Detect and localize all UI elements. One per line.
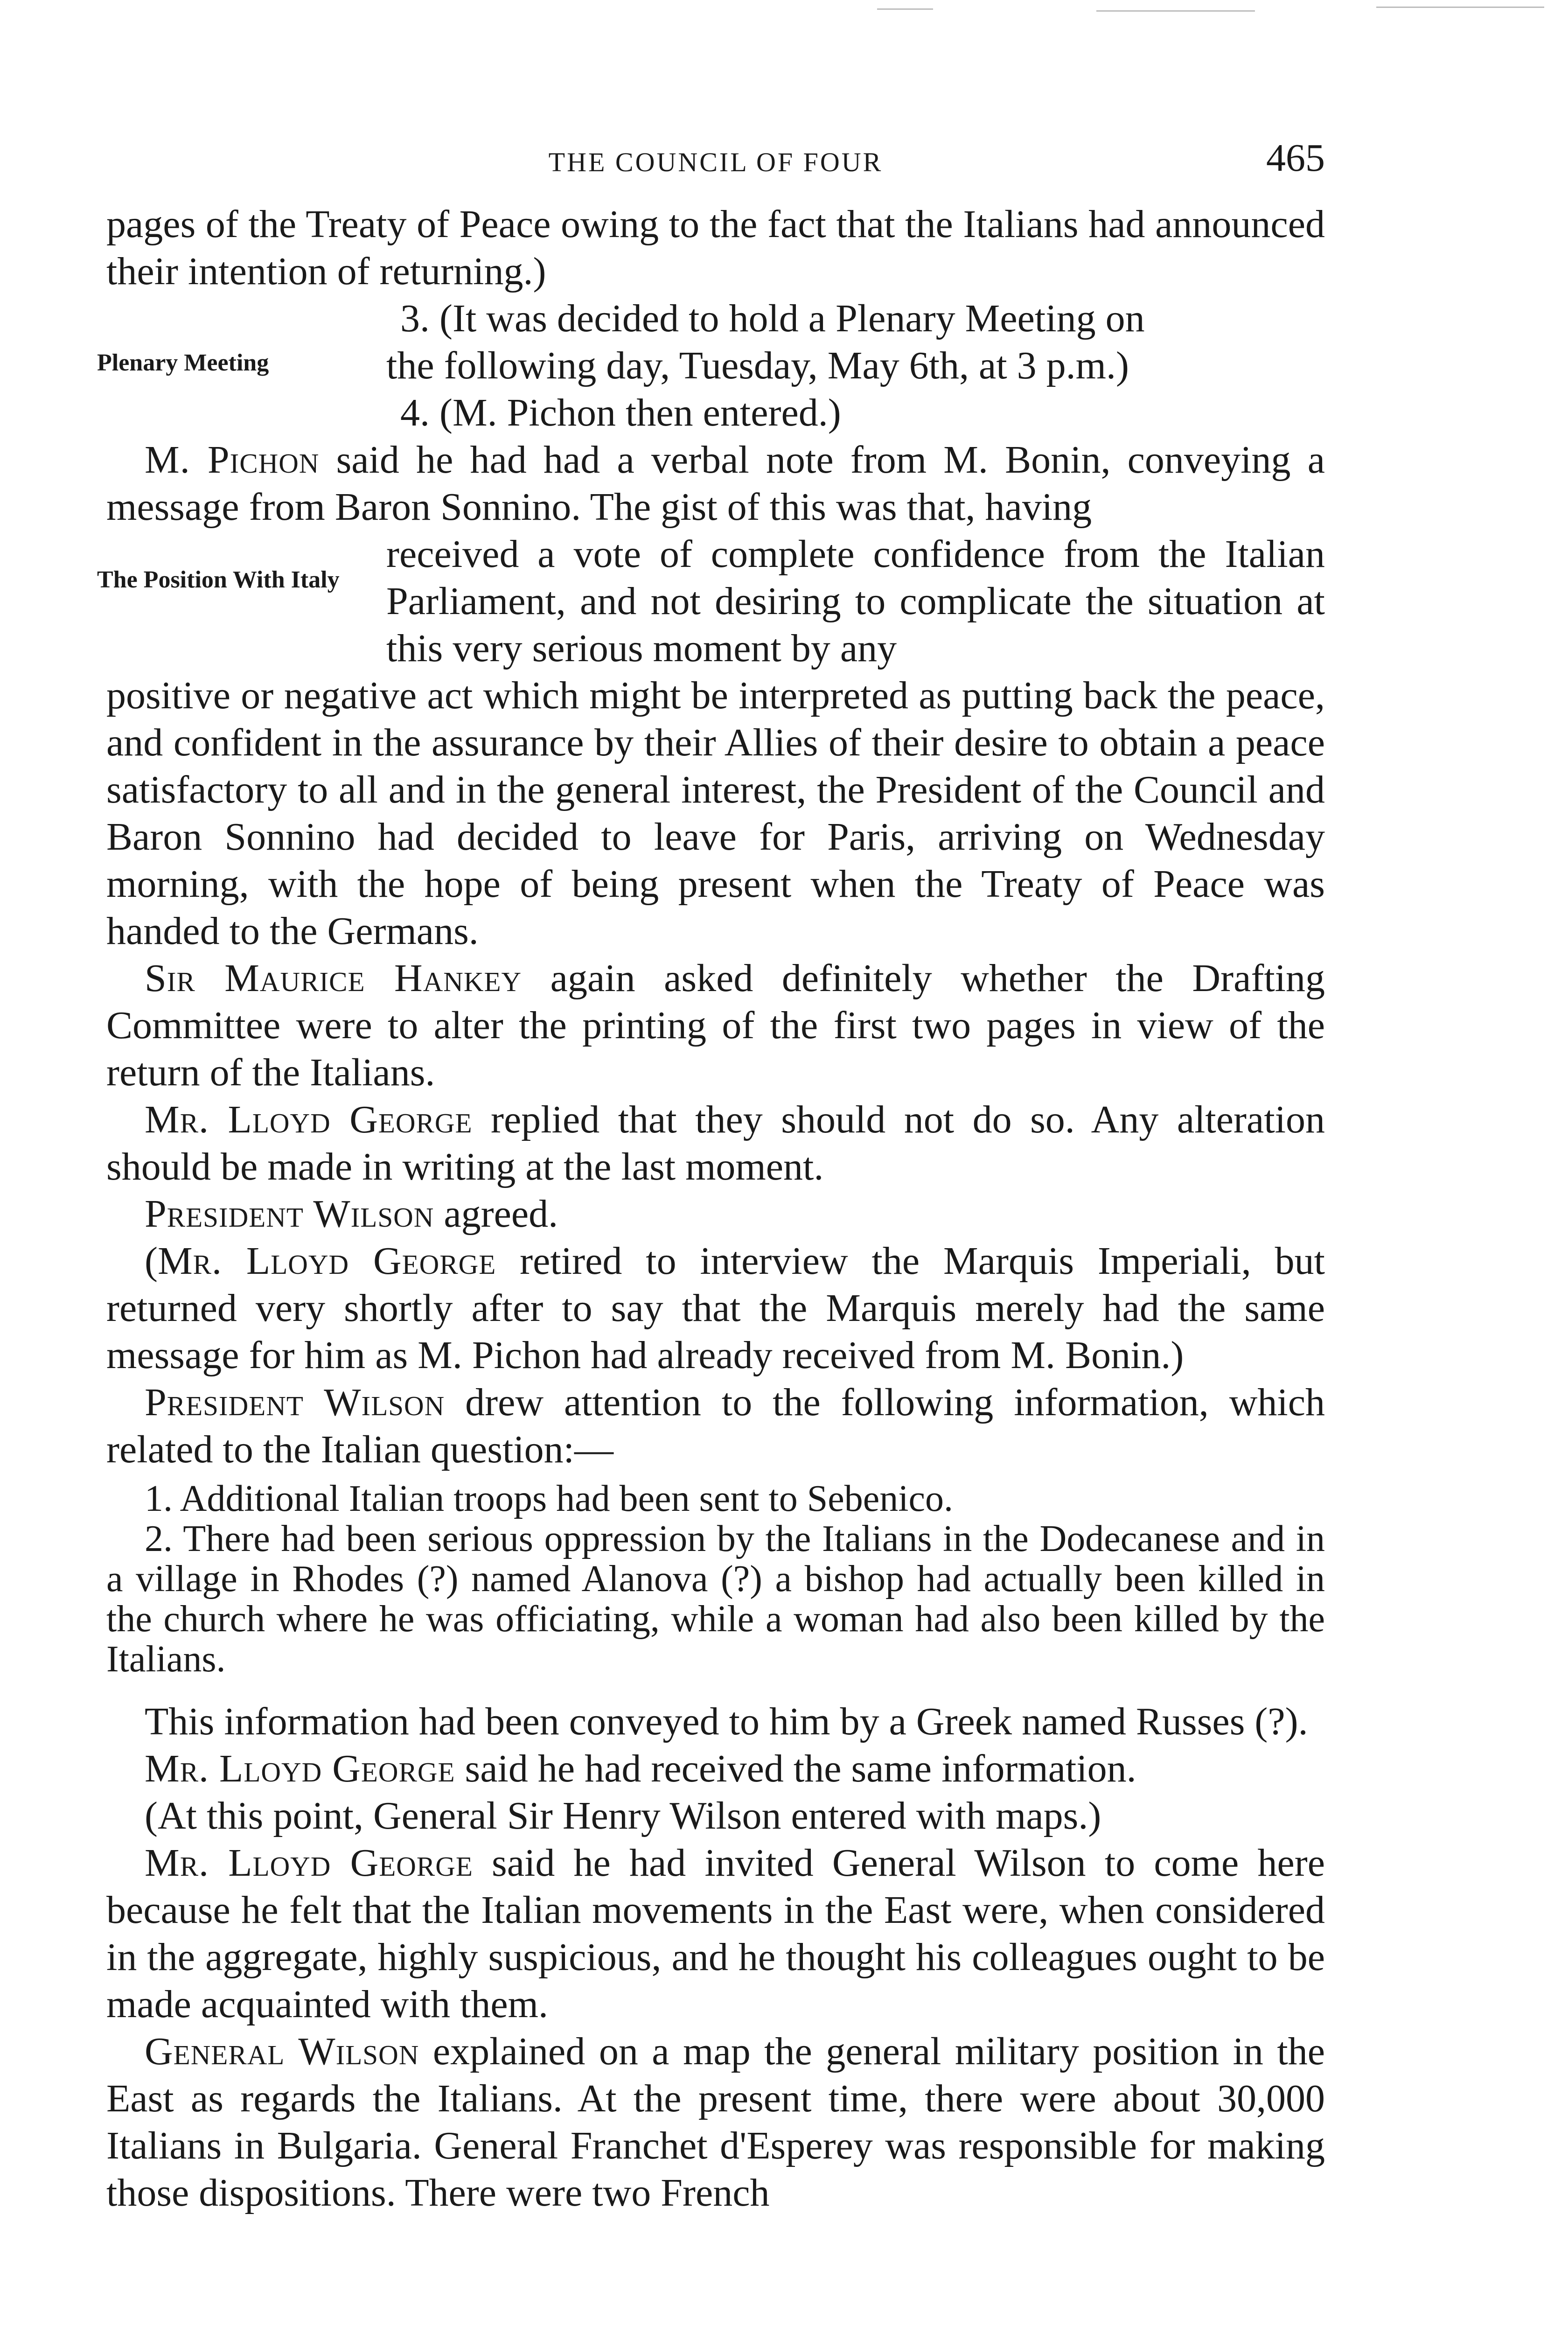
italy-block bbox=[97, 531, 1325, 672]
paragraph: positive or negative act which might be interpreted as putting back the peace, and confident in the assurance by their Allies of their desire to obtain a peace satisfactory to all and in the general interest, the President of the Council and Baron Sonnino had decided to leave for Paris, arriving on Wednesday morning, with the hope of being present when the Treaty of Peace was handed to the Germans. bbox=[106, 674, 1325, 953]
list-item: 2. There had been serious oppression by the Italians in the Dodecanese and in a village in Rhodes (?) named Alanova (?) a bishop had actually been killed in the church where he was officiating, while a woman had also been killed by the Italians. bbox=[106, 1518, 1325, 1680]
paragraph-text: explained on a map the general military position in the East as regards the Italians. At the present time, there were about 30,000 Italians in Bulgaria. General Franchet d'Esperey was responsible for making those dispositions. There were two French bbox=[106, 2030, 1325, 2214]
speaker-name: Mr. Lloyd George bbox=[157, 1239, 496, 1283]
paragraph: (At this point, General Sir Henry Wilson entered with maps.) bbox=[145, 1794, 1101, 1837]
plenary-block bbox=[97, 295, 1325, 436]
speaker-name: General Wilson bbox=[145, 2030, 419, 2073]
paragraph-text: said he had received the same information. bbox=[455, 1747, 1136, 1790]
margin-note-plenary: Plenary Meeting bbox=[97, 349, 269, 376]
paragraph-text: replied that they should not do so. Any alteration should be made in writing at the last moment. bbox=[106, 1098, 1325, 1188]
page-body bbox=[97, 201, 1325, 2216]
paragraph bbox=[106, 2028, 1325, 2216]
speaker-name: Mr. Lloyd George bbox=[145, 1098, 473, 1141]
paragraph-text: said he had had a verbal note from M. Bonin, conveying a message from Baron Sonnino. The gist of this was that, having bbox=[106, 438, 1325, 529]
speaker-name: Mr. Lloyd George bbox=[145, 1747, 455, 1790]
paragraph-text: ( bbox=[145, 1239, 158, 1283]
margin-note-italy: The Position With Italy bbox=[97, 566, 340, 593]
paragraph bbox=[106, 955, 1325, 1096]
paragraph-text: retired to interview the Marquis Imperiali, but returned very shortly after to say that the Marquis merely had the same message for him as M. Pichon had already received from M. Bonin.) bbox=[106, 1239, 1325, 1377]
speaker-name: President Wilson bbox=[145, 1381, 445, 1424]
scan-speck bbox=[1376, 7, 1544, 8]
page-header bbox=[106, 135, 1325, 201]
paragraph bbox=[106, 1745, 1325, 1792]
paragraph-text: said he had invited General Wilson to come here because he felt that the Italian movements in the East were, when considered in the aggregate, highly suspicious, and he thought his colleagues ought to be made acquainted with them. bbox=[106, 1841, 1325, 2026]
paragraph-text: agreed. bbox=[434, 1192, 558, 1236]
paragraph: 3. (It was decided to hold a Plenary Meeting on bbox=[400, 297, 1145, 340]
list-item: 1. Additional Italian troops had been sent to Sebenico. bbox=[145, 1478, 953, 1519]
paragraph-text: again asked definitely whether the Drafting Committee were to alter the printing of the first two pages in view of the return of the Italians. bbox=[106, 957, 1325, 1094]
paragraph bbox=[106, 1839, 1325, 2028]
spacer bbox=[106, 1679, 1325, 1698]
scan-speck bbox=[1096, 10, 1255, 12]
paragraph: received a vote of complete confidence from the Italian Parliament, and not desiring to complicate the situation at this very serious moment by any bbox=[386, 532, 1325, 670]
paragraph bbox=[106, 1237, 1325, 1379]
paragraph bbox=[106, 1190, 1325, 1237]
running-head: THE COUNCIL OF FOUR bbox=[548, 147, 883, 177]
numbered-list bbox=[106, 1479, 1325, 1679]
paragraph: This information had been conveyed to him by a Greek named Russes (?). bbox=[145, 1700, 1308, 1743]
paragraph: the following day, Tuesday, May 6th, at 3 p.m.) bbox=[386, 344, 1129, 387]
speaker-name: M. Pichon bbox=[145, 438, 320, 482]
paragraph: pages of the Treaty of Peace owing to the fact that the Italians had announced their intention of returning.) bbox=[106, 203, 1325, 293]
paragraph bbox=[106, 1379, 1325, 1473]
page-number: 465 bbox=[1266, 136, 1325, 180]
paragraph: 4. (M. Pichon then entered.) bbox=[400, 391, 841, 434]
speaker-name: Sir Maurice Hankey bbox=[145, 957, 522, 1000]
paragraph bbox=[106, 1096, 1325, 1190]
speaker-name: President Wilson bbox=[145, 1192, 434, 1236]
speaker-name: Mr. Lloyd George bbox=[145, 1841, 473, 1885]
paragraph bbox=[106, 436, 1325, 531]
book-page bbox=[97, 135, 1325, 2216]
paragraph-text: drew attention to the following information, which related to the Italian question:— bbox=[106, 1381, 1325, 1471]
scan-speck bbox=[877, 8, 933, 10]
